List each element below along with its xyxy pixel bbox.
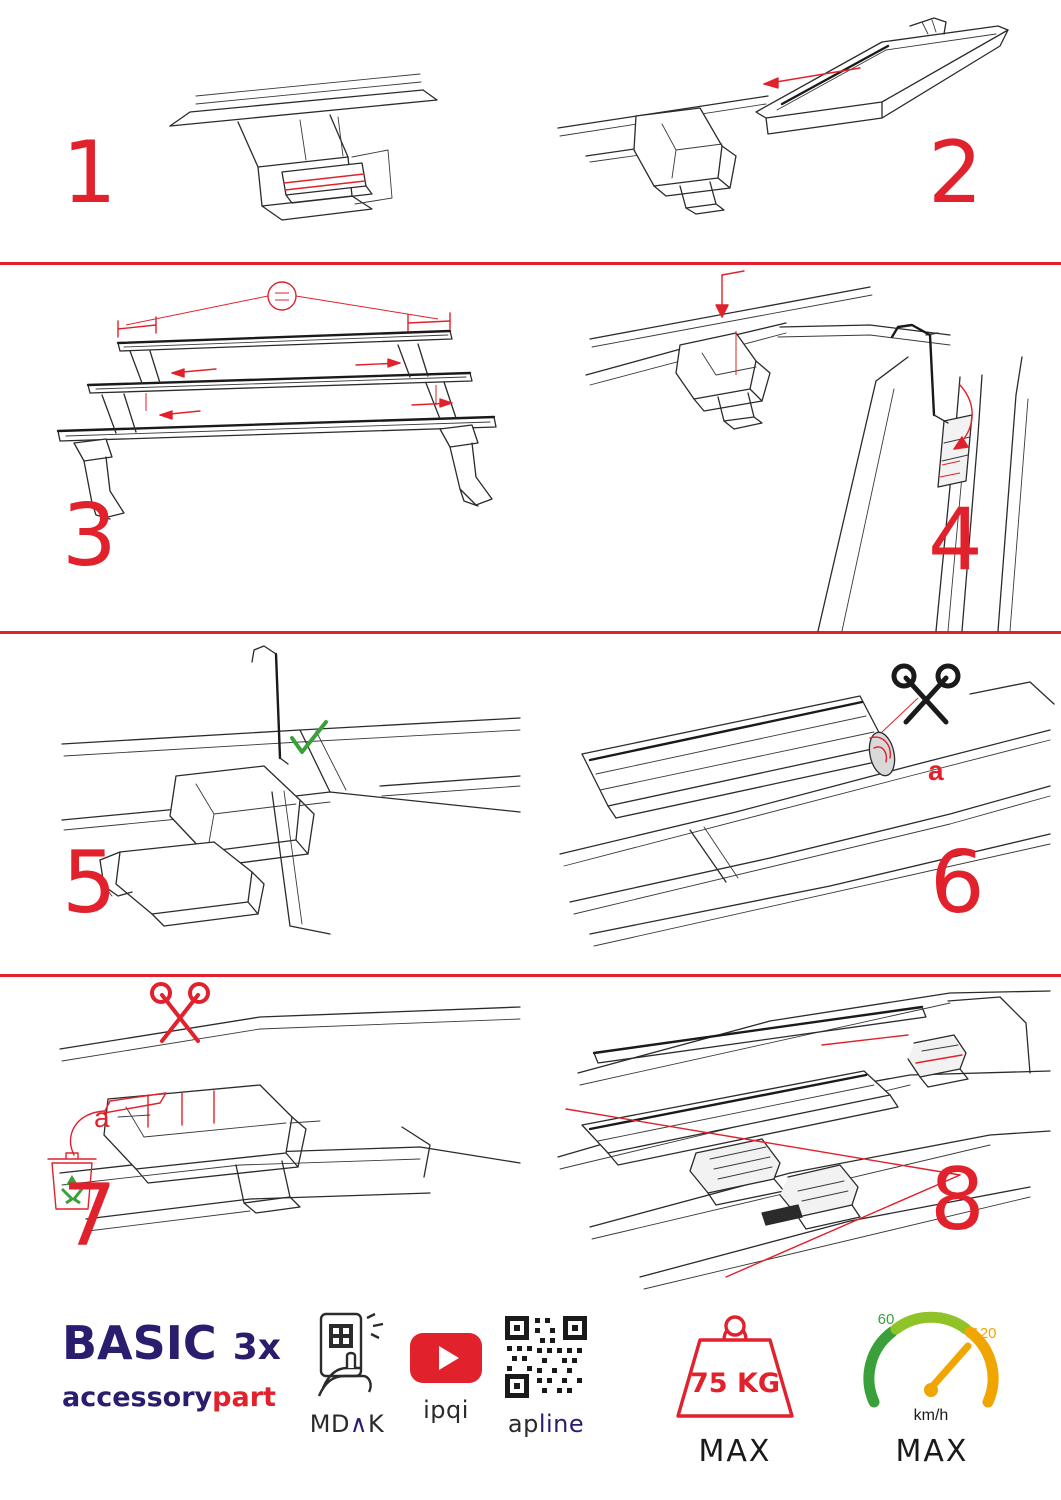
step-number-4: 4 <box>928 490 982 590</box>
footer-bar <box>0 1290 1061 1500</box>
company-name-part-1: accessory <box>62 1382 213 1413</box>
step-panel-7 <box>0 977 530 1290</box>
logo-mdak-caption <box>292 1410 402 1438</box>
weight-icon <box>660 1304 810 1430</box>
step-number-6: 6 <box>930 833 984 933</box>
company-name-part-2: part <box>212 1382 276 1413</box>
step-panel-5 <box>0 634 530 974</box>
qr-code-icon[interactable] <box>503 1314 589 1400</box>
step-panel-6 <box>530 634 1061 974</box>
logo-ipqi[interactable] <box>394 1332 498 1424</box>
max-load-caption: MAX <box>698 1434 772 1469</box>
step-panel-4 <box>530 265 1061 631</box>
logo-mdak-caption-main: MD <box>309 1410 350 1438</box>
step-number-5: 5 <box>62 833 116 933</box>
scissors-icon <box>894 666 958 722</box>
logo-apline-caption-pre: ap <box>507 1410 539 1438</box>
phone-qr-scan-icon <box>299 1312 395 1400</box>
step-number-7: 7 <box>62 1166 116 1266</box>
logo-ipqi-caption: ipqi <box>423 1396 469 1424</box>
logo-mdak-caption-accent: ∧ <box>349 1410 368 1438</box>
label-part-a: a <box>928 755 944 786</box>
brand-quantity: 3x <box>232 1327 281 1368</box>
speed-max-tick: 120 <box>971 1325 997 1342</box>
logo-apline-caption-post: line <box>538 1410 585 1438</box>
brand-name: BASIC <box>62 1316 217 1370</box>
max-load-block <box>650 1304 820 1469</box>
speedometer-icon <box>852 1302 1012 1430</box>
youtube-icon[interactable] <box>409 1332 483 1386</box>
step-panel-2 <box>530 0 1061 262</box>
step-number-1: 1 <box>62 123 116 223</box>
step-panel-3 <box>0 265 530 631</box>
speed-min-tick: 60 <box>877 1311 895 1328</box>
step-number-2: 2 <box>928 123 982 223</box>
max-speed-caption: MAX <box>895 1434 969 1469</box>
step-number-8: 8 <box>930 1150 984 1250</box>
speed-unit: km/h <box>913 1407 949 1424</box>
company-name <box>62 1384 281 1411</box>
max-load-value: 75 KG <box>689 1368 781 1399</box>
brand-block <box>62 1316 281 1413</box>
label-part-a: a <box>94 1102 110 1133</box>
logo-mdak <box>292 1312 402 1438</box>
step-number-3: 3 <box>62 486 116 586</box>
step-panel-1 <box>0 0 530 262</box>
brand-title <box>62 1316 281 1370</box>
step-panel-8 <box>530 977 1061 1290</box>
max-speed-block <box>842 1302 1022 1469</box>
logo-apline-caption <box>486 1410 606 1438</box>
logo-apline <box>486 1314 606 1438</box>
logo-mdak-caption-tail: K <box>368 1410 385 1438</box>
